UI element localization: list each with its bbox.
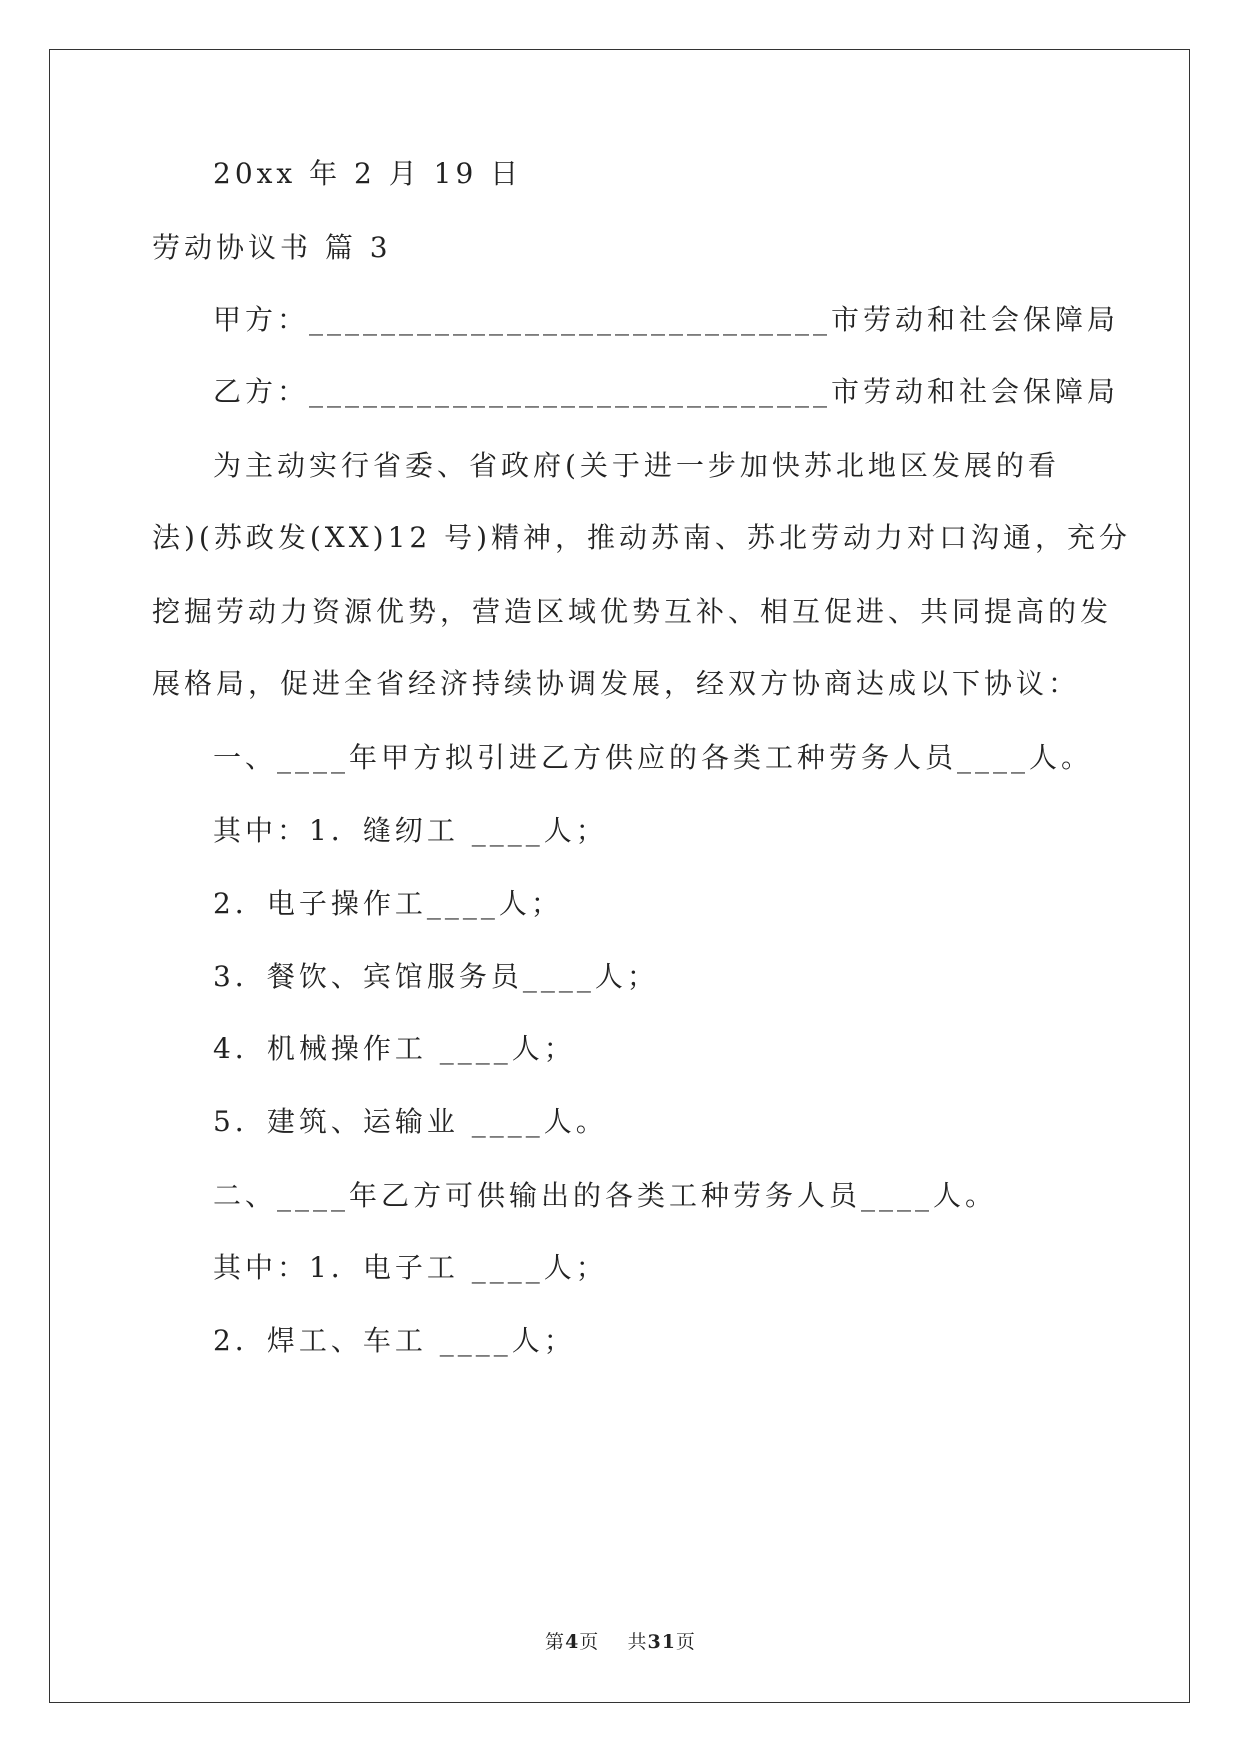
clause-2-item: 2．焊工、车工 ____人； [213,1324,576,1357]
preamble-line-1: 为主动实行省委、省政府(关于进一步加快苏北地区发展的看 [213,449,1060,482]
clause-1-item: 4．机械操作工 ____人； [213,1032,576,1065]
clause-2-item: 其中：1．电子工 ____人； [213,1251,608,1284]
preamble-line-3: 挖掘劳动力资源优势，营造区域优势互补、相互促进、共同提高的发 [152,595,1113,628]
clause-1-item: 5．建筑、运输业 ____人。 [213,1105,608,1138]
footer-total-pages: 31 [647,1631,676,1653]
clause-1: 一、____年甲方拟引进乙方供应的各类工种劳务人员____人。 [213,741,1094,774]
party-b-line: 乙方：_____________________________市劳动和社会保障局 [213,375,1120,408]
section-title: 劳动协议书 篇 3 [152,231,392,264]
footer-suffix: 页 [675,1631,696,1653]
clause-2: 二、____年乙方可供输出的各类工种劳务人员____人。 [213,1179,998,1212]
preamble-line-4: 展格局，促进全省经济持续协调发展，经双方协商达成以下协议： [152,667,1081,700]
footer-mid: 页 共 [579,1631,648,1653]
clause-1-item: 3．餐饮、宾馆服务员____人； [213,960,659,993]
page-footer [0,1627,1241,1654]
footer-prefix: 第 [545,1631,566,1653]
clause-1-item: 其中：1．缝纫工 ____人； [213,814,608,847]
date-line: 20xx 年 2 月 19 日 [213,157,523,190]
party-a-line: 甲方：_____________________________市劳动和社会保障局 [213,303,1120,336]
page-border [49,49,1190,1703]
preamble-line-2: 法)(苏政发(XX)12 号)精神，推动苏南、苏北劳动力对口沟通，充分 [152,521,1132,554]
footer-page-number: 4 [565,1631,580,1653]
clause-1-item: 2．电子操作工____人； [213,887,563,920]
